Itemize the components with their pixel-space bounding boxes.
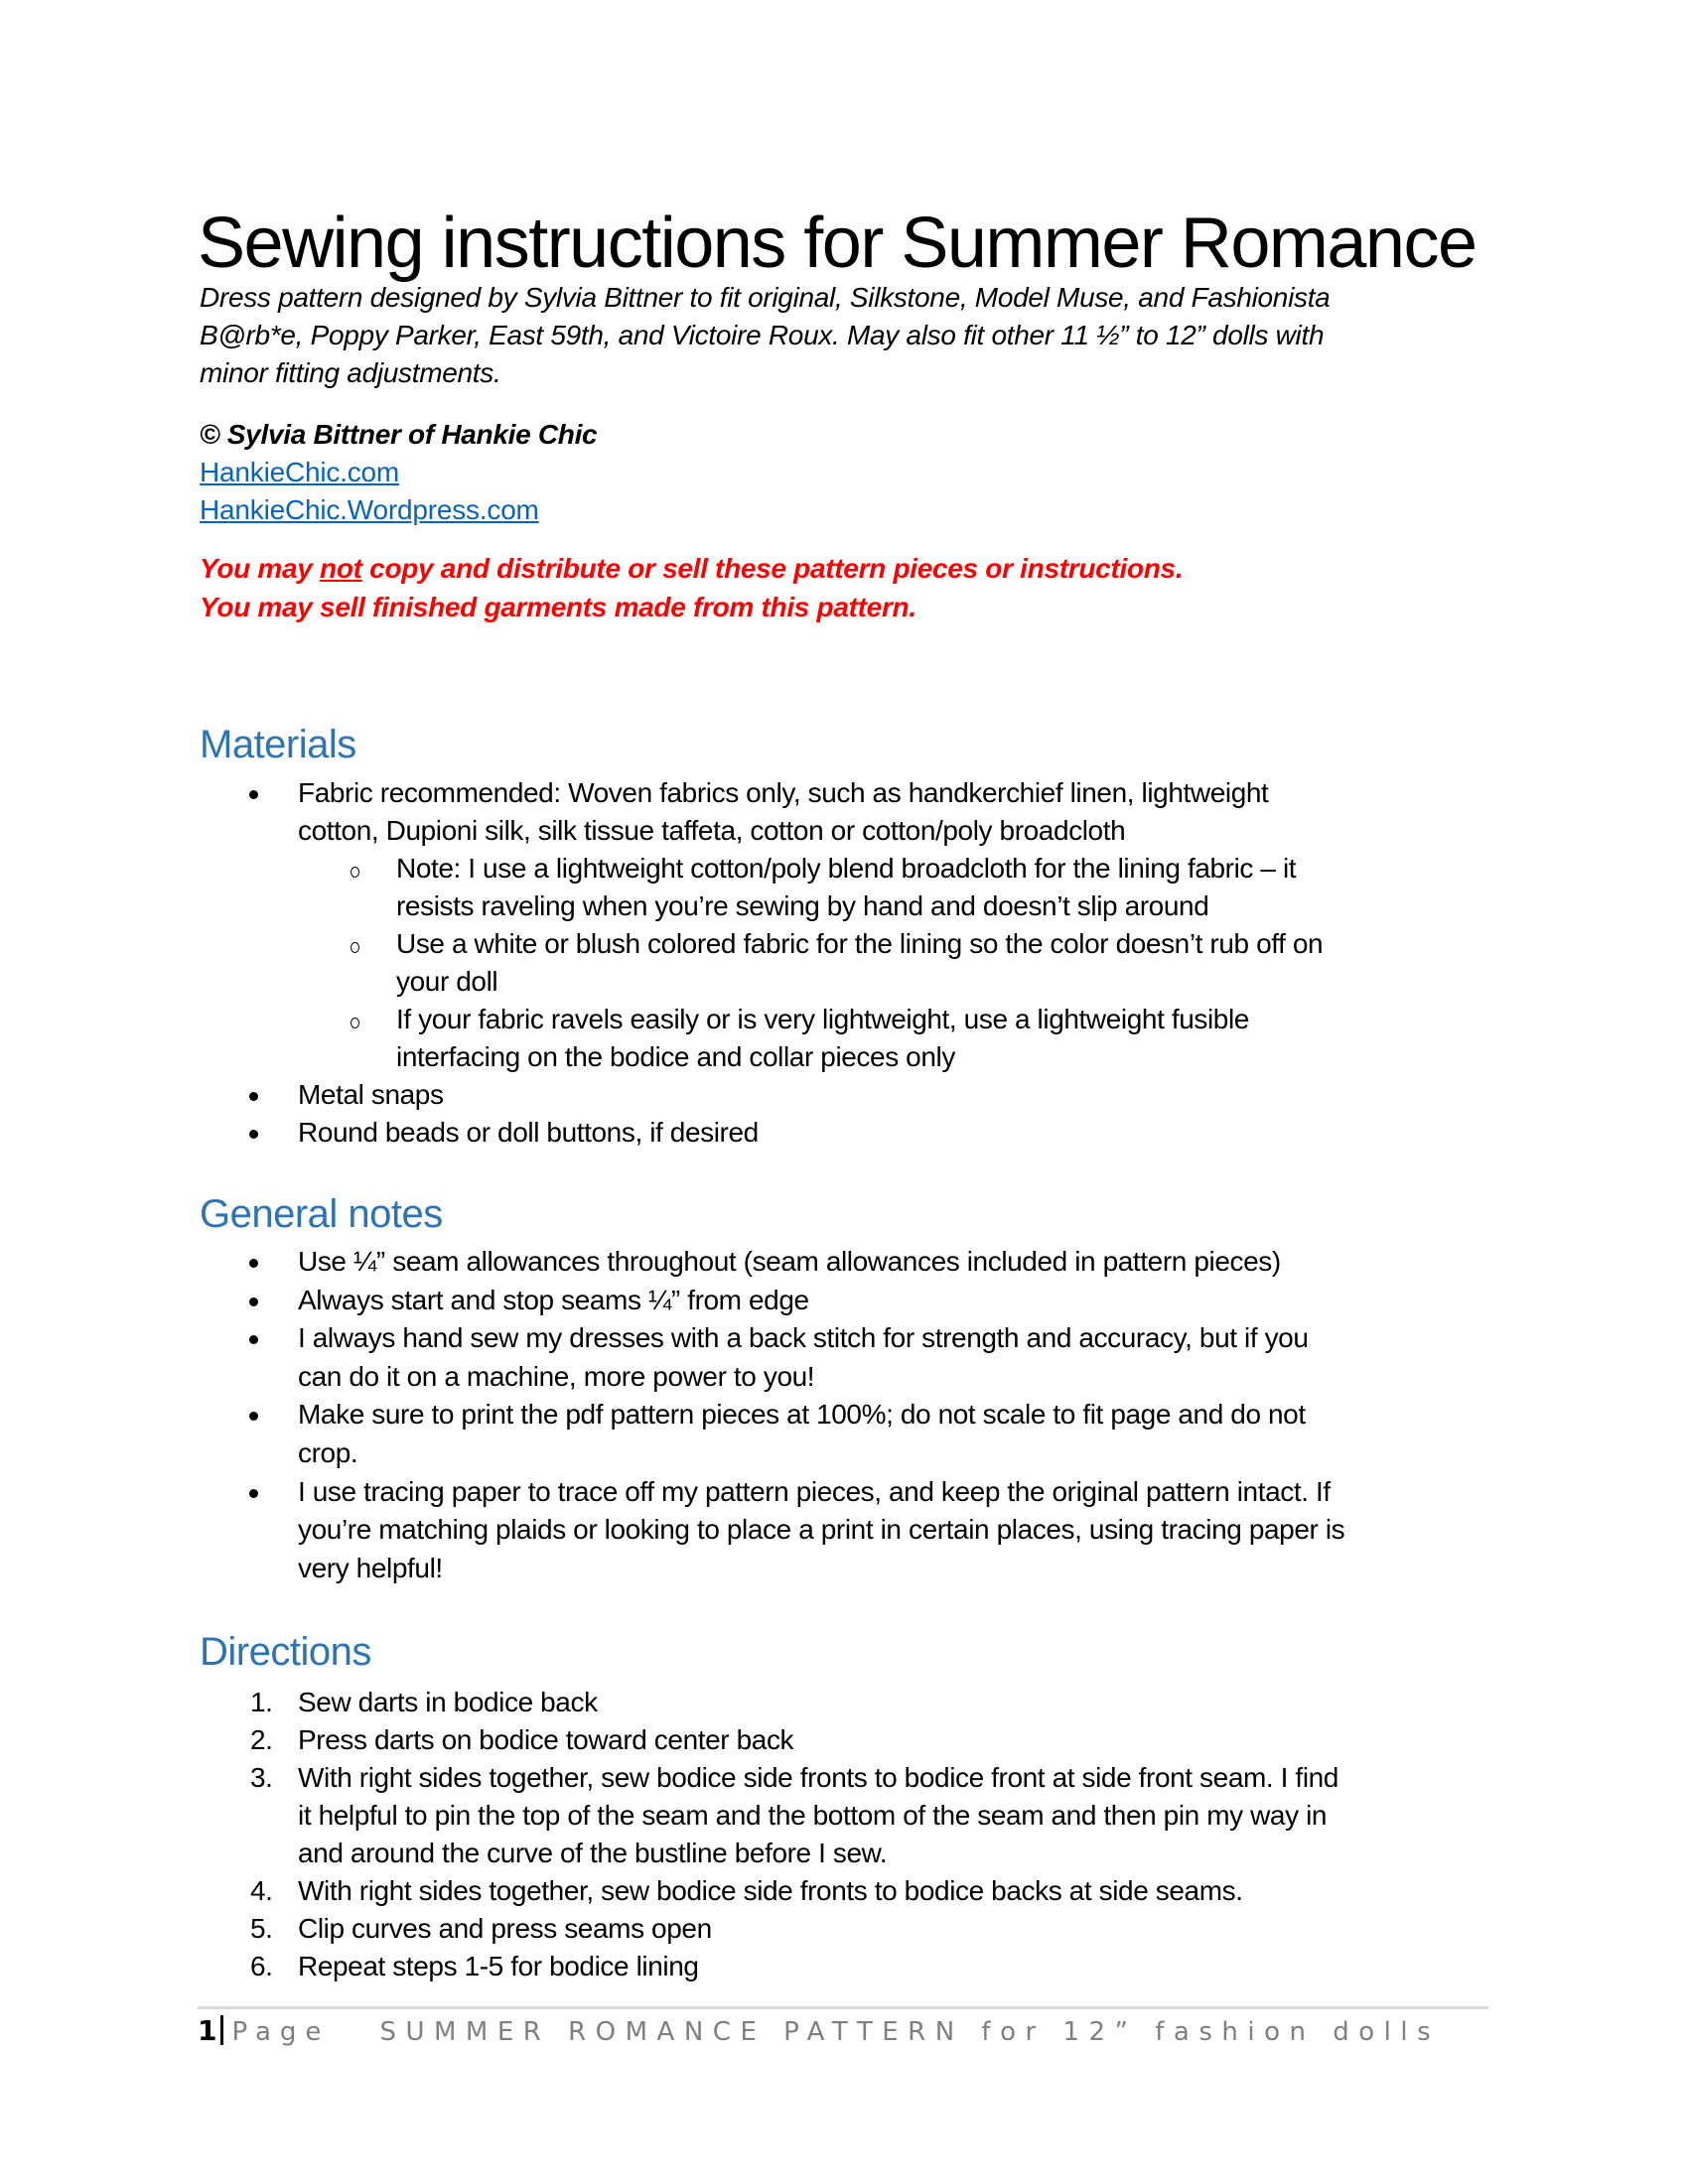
subtitle-line: Dress pattern designed by Sylvia Bittner to fit original, Silkstone, Model Muse, and Fashionista xyxy=(200,282,1331,313)
list-text: crop. xyxy=(298,1437,358,1468)
warning-line-1 xyxy=(200,550,1183,588)
list-number: 3. xyxy=(250,1762,273,1793)
circle-bullet-icon xyxy=(351,942,359,953)
list-text: your doll xyxy=(396,966,498,997)
copyright-notice: © Sylvia Bittner of Hankie Chic xyxy=(200,419,598,450)
list-number: 4. xyxy=(250,1875,273,1906)
circle-bullet-icon xyxy=(351,867,359,878)
list-text: Use a white or blush colored fabric for the lining so the color doesn’t rub off on xyxy=(396,928,1324,959)
list-text: Note: I use a lightweight cotton/poly blend broadcloth for the lining fabric – it xyxy=(396,853,1297,884)
bullet-icon xyxy=(249,1130,258,1139)
list-number: 2. xyxy=(250,1724,273,1755)
footer-divider xyxy=(198,2006,1488,2009)
list-text: Clip curves and press seams open xyxy=(298,1913,712,1944)
bullet-icon xyxy=(249,1489,258,1498)
list-text: Use ¼” seam allowances throughout (seam allowances included in pattern pieces) xyxy=(298,1246,1281,1277)
list-text: Round beads or doll buttons, if desired xyxy=(298,1117,759,1148)
list-text: Fabric recommended: Woven fabrics only, such as handkerchief linen, lightweight xyxy=(298,777,1269,808)
list-text: it helpful to pin the top of the seam and the bottom of the seam and then pin my way in xyxy=(298,1800,1328,1831)
list-text: Repeat steps 1-5 for bodice lining xyxy=(298,1951,699,1981)
list-text: and around the curve of the bustline before I sew. xyxy=(298,1838,888,1868)
list-text: If your fabric ravels easily or is very lightweight, use a lightweight fusible xyxy=(396,1004,1249,1034)
list-number: 6. xyxy=(250,1951,273,1981)
list-text: With right sides together, sew bodice side fronts to bodice front at side front seam. I find xyxy=(298,1762,1338,1793)
bullet-icon xyxy=(249,1092,258,1101)
warning-emphasis: not xyxy=(320,553,362,584)
list-text: cotton, Dupioni silk, silk tissue taffeta, cotton or cotton/poly broadcloth xyxy=(298,815,1126,846)
bullet-icon xyxy=(249,1412,258,1421)
list-text: Metal snaps xyxy=(298,1079,444,1110)
list-text: Press darts on bodice toward center back xyxy=(298,1724,794,1755)
list-number: 5. xyxy=(250,1913,273,1944)
bullet-icon xyxy=(249,1297,258,1306)
link-hankiechic-wordpress[interactable]: HankieChic.Wordpress.com xyxy=(200,494,539,525)
bullet-icon xyxy=(249,1335,258,1344)
list-text: can do it on a machine, more power to you! xyxy=(298,1360,815,1392)
warning-text: copy and distribute or sell these pattern pieces or instructions. xyxy=(361,553,1184,584)
subtitle-line: minor fitting adjustments. xyxy=(200,357,501,388)
list-text: I always hand sew my dresses with a back stitch for strength and accuracy, but if you xyxy=(298,1322,1309,1354)
section-heading-materials: Materials xyxy=(200,723,356,766)
list-text: Always start and stop seams ¼” from edge xyxy=(298,1284,809,1315)
bullet-icon xyxy=(249,790,258,799)
warning-line-2: You may sell finished garments made from this pattern. xyxy=(200,592,916,622)
list-number: 1. xyxy=(250,1687,273,1717)
subtitle-line: B@rb*e, Poppy Parker, East 59th, and Victoire Roux. May also fit other 11 ½” to 12” dolls with xyxy=(200,320,1325,350)
circle-bullet-icon xyxy=(351,1018,359,1028)
list-text: With right sides together, sew bodice side fronts to bodice backs at side seams. xyxy=(298,1875,1243,1906)
list-text: Make sure to print the pdf pattern pieces at 100%; do not scale to fit page and do not xyxy=(298,1399,1306,1431)
page-footer xyxy=(198,2013,1440,2050)
running-title: SUMMER ROMANCE PATTERN for 12” fashion dolls xyxy=(379,2017,1441,2047)
footer-separator xyxy=(220,2015,223,2045)
section-heading-directions: Directions xyxy=(200,1630,371,1674)
document-subtitle xyxy=(200,279,1500,392)
document-title: Sewing instructions for Summer Romance xyxy=(198,204,1477,283)
list-text: Sew darts in bodice back xyxy=(298,1687,598,1717)
page-label: Page xyxy=(231,2017,331,2047)
section-heading-general-notes: General notes xyxy=(200,1192,443,1236)
page-number: 1 xyxy=(198,2014,219,2047)
list-text: resists raveling when you’re sewing by hand and doesn’t slip around xyxy=(396,890,1209,921)
list-text: I use tracing paper to trace off my pattern pieces, and keep the original pattern intact. If xyxy=(298,1475,1331,1507)
bullet-icon xyxy=(249,1259,258,1268)
list-text: very helpful! xyxy=(298,1552,443,1583)
list-text: interfacing on the bodice and collar pieces only xyxy=(396,1041,955,1072)
list-text: you’re matching plaids or looking to place a print in certain places, using tracing paper is xyxy=(298,1514,1345,1546)
warning-text: You may xyxy=(200,553,321,584)
link-hankiechic[interactable]: HankieChic.com xyxy=(200,457,400,487)
